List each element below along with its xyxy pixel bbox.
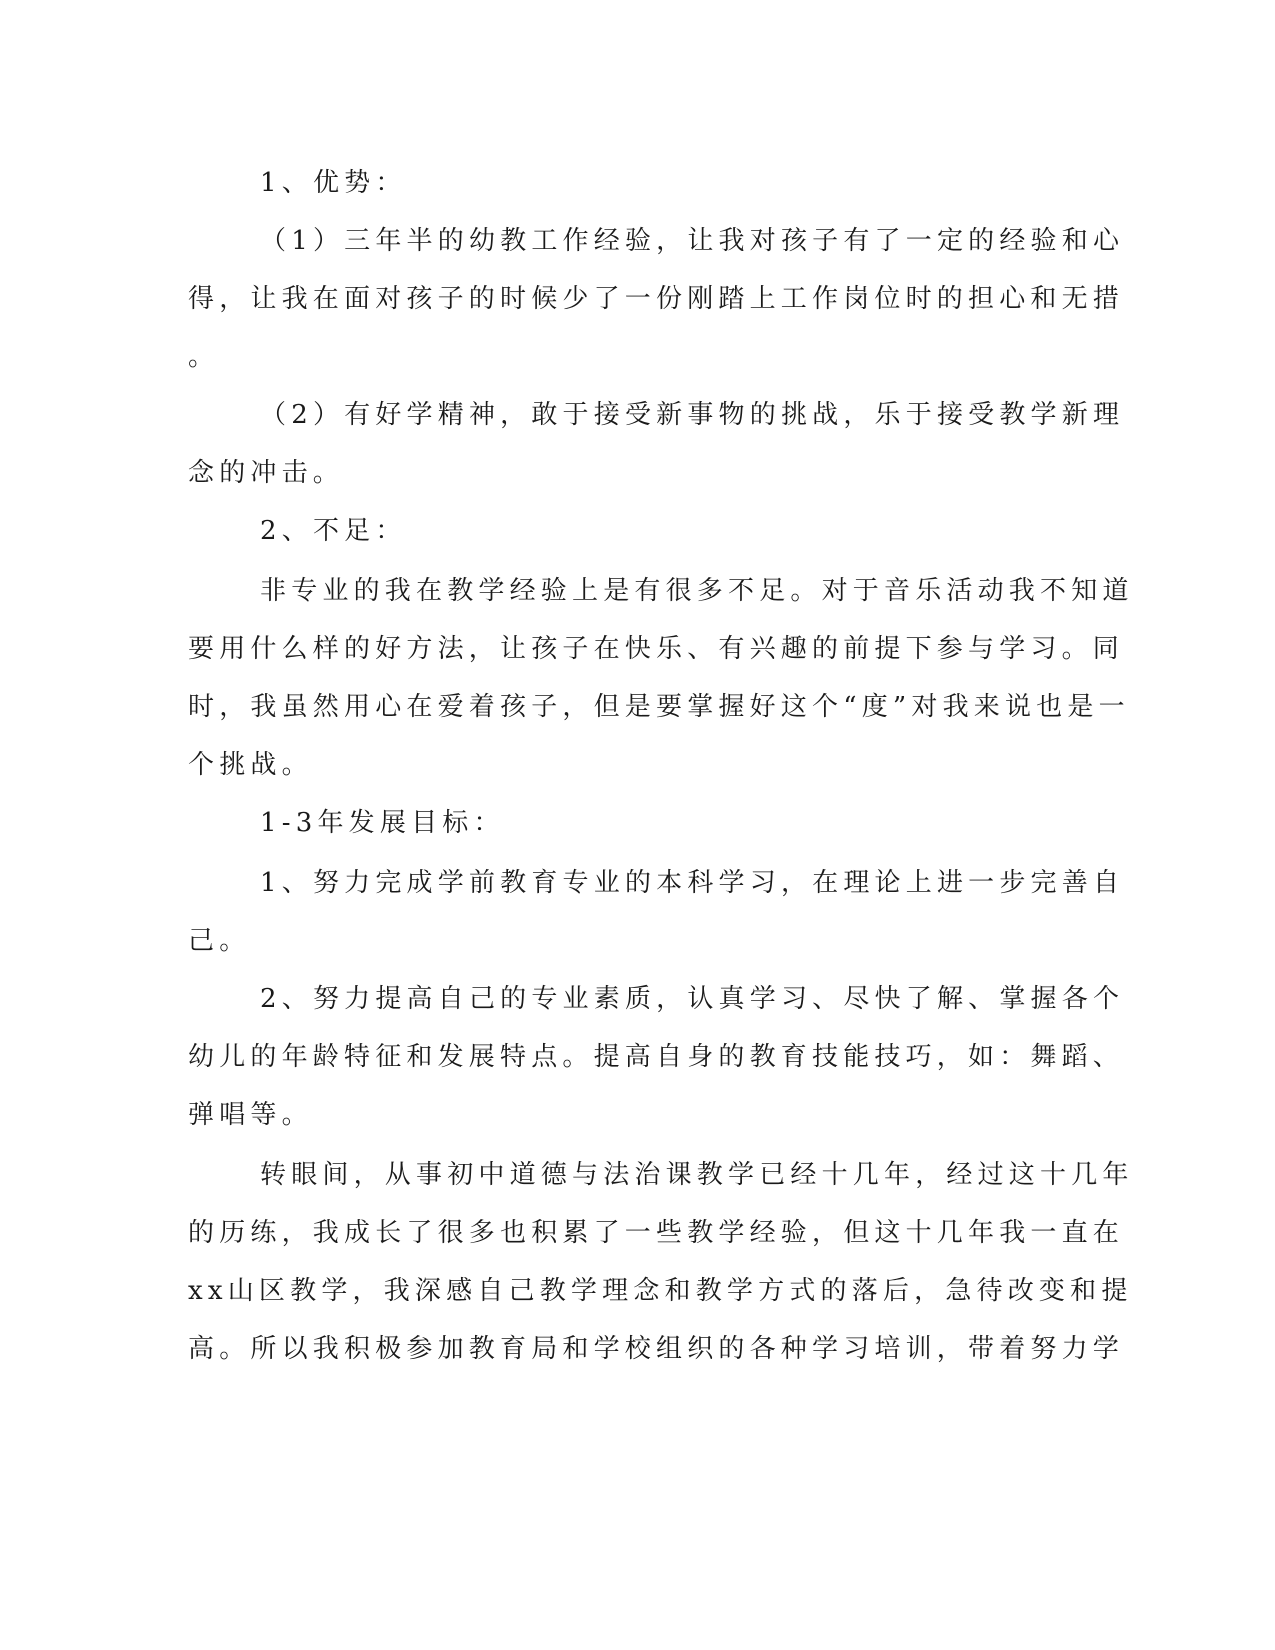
paragraph-line: 2、努力提高自己的专业素质，认真学习、尽快了解、掌握各个 bbox=[260, 984, 1125, 1014]
paragraph-line: （2）有好学精神，敢于接受新事物的挑战，乐于接受教学新理 bbox=[260, 400, 1125, 430]
paragraph-line: 1、努力完成学前教育专业的本科学习，在理论上进一步完善自 bbox=[260, 868, 1125, 898]
section-heading-strengths: 1、优势： bbox=[260, 168, 407, 198]
paragraph-line: 己。 bbox=[188, 926, 251, 956]
paragraph-line: 要用什么样的好方法，让孩子在快乐、有兴趣的前提下参与学习。同 bbox=[188, 634, 1125, 664]
section-heading-goals: 1-3年发展目标： bbox=[260, 808, 505, 838]
paragraph-line: 弹唱等。 bbox=[188, 1100, 313, 1130]
paragraph-line: 个挑战。 bbox=[188, 750, 313, 780]
paragraph-line: 幼儿的年龄特征和发展特点。提高自身的教育技能技巧，如：舞蹈、 bbox=[188, 1042, 1125, 1072]
paragraph-line: 高。所以我积极参加教育局和学校组织的各种学习培训，带着努力学 bbox=[188, 1334, 1125, 1364]
paragraph-line: 时，我虽然用心在爱着孩子，但是要掌握好这个“度”对我来说也是一 bbox=[188, 692, 1130, 722]
paragraph-line: 非专业的我在教学经验上是有很多不足。对于音乐活动我不知道 bbox=[260, 576, 1134, 606]
paragraph-line: 念的冲击。 bbox=[188, 458, 345, 488]
paragraph-line: （1）三年半的幼教工作经验，让我对孩子有了一定的经验和心 bbox=[260, 226, 1125, 256]
paragraph-line: 得，让我在面对孩子的时候少了一份刚踏上工作岗位时的担心和无措 bbox=[188, 284, 1125, 314]
paragraph-line: 转眼间，从事初中道德与法治课教学已经十几年，经过这十几年 bbox=[260, 1160, 1134, 1190]
paragraph-line: 的历练，我成长了很多也积累了一些教学经验，但这十几年我一直在 bbox=[188, 1218, 1125, 1248]
paragraph-line: 。 bbox=[188, 342, 220, 372]
paragraph-line: xx山区教学，我深感自己教学理念和教学方式的落后，急待改变和提 bbox=[188, 1276, 1133, 1306]
section-heading-weaknesses: 2、不足： bbox=[260, 516, 407, 546]
